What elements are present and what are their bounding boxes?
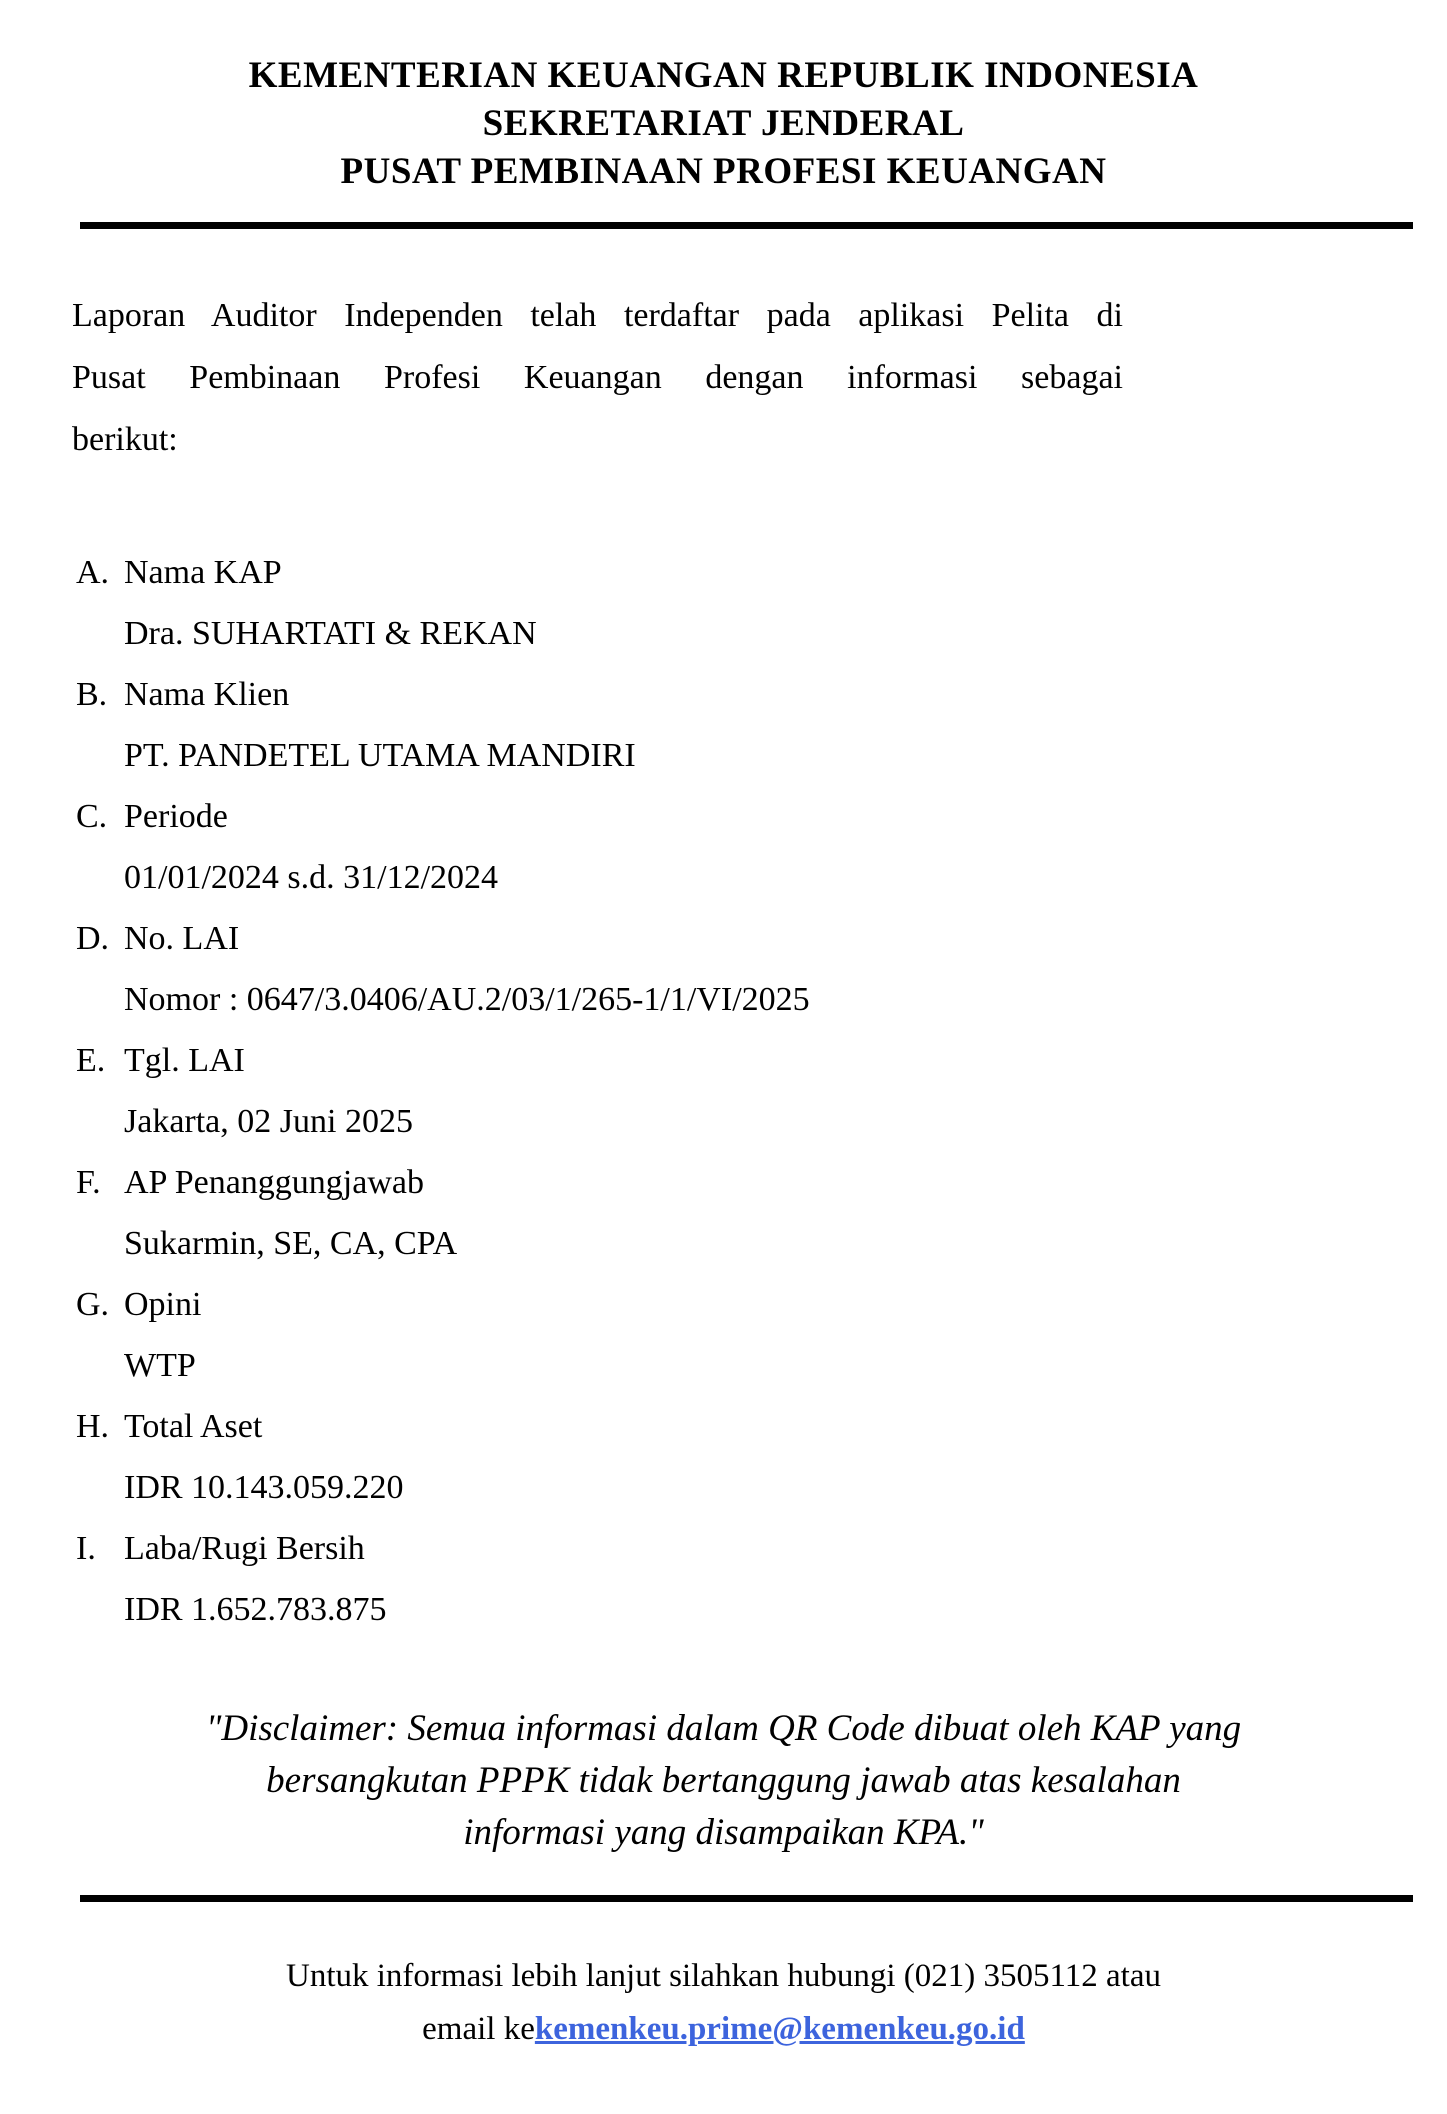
list-item-nama-kap (76, 542, 1447, 664)
item-value: IDR 1.652.783.875 (124, 1591, 387, 1628)
intro-line-3: berikut: (72, 421, 178, 458)
secretariat-name: SEKRETARIAT JENDERAL (482, 103, 965, 144)
item-label: Total Aset (124, 1408, 263, 1445)
item-letter: H. (76, 1408, 110, 1445)
header-divider-line (80, 222, 1413, 229)
item-label: AP Penanggungjawab (124, 1164, 424, 1201)
item-value: 01/01/2024 s.d. 31/12/2024 (124, 859, 499, 896)
item-letter: B. (76, 676, 108, 713)
item-letter: A. (76, 554, 110, 591)
disclaimer-text (0, 1703, 1447, 1859)
registration-detail-list (76, 542, 1447, 1640)
list-item-nama-klien (76, 664, 1447, 786)
list-item-tgl-lai (76, 1030, 1447, 1152)
item-value: Nomor : 0647/3.0406/AU.2/03/1/265-1/1/VI/2025 (124, 981, 810, 1018)
disclaimer-line-2: bersangkutan PPPK tidak bertanggung jawab atas kesalahan (266, 1760, 1181, 1801)
bureau-name: PUSAT PEMBINAAN PROFESI KEUANGAN (340, 151, 1107, 192)
intro-line-2: Pusat Pembinaan Profesi Keuangan dengan informasi sebagai (72, 359, 1123, 396)
item-letter: C. (76, 798, 108, 835)
item-letter: I. (76, 1530, 96, 1567)
item-letter: F. (76, 1164, 101, 1201)
item-letter: G. (76, 1286, 110, 1323)
item-label: Periode (124, 798, 228, 835)
item-value: Jakarta, 02 Juni 2025 (124, 1103, 413, 1140)
disclaimer-line-3: informasi yang disampaikan KPA." (463, 1812, 984, 1853)
disclaimer-line-1: "Disclaimer: Semua informasi dalam QR Code dibuat oleh KAP yang (205, 1708, 1242, 1749)
footer-divider-line (80, 1895, 1413, 1902)
item-value: PT. PANDETEL UTAMA MANDIRI (124, 737, 636, 774)
item-label: Laba/Rugi Bersih (124, 1530, 365, 1567)
list-item-ap-penanggungjawab (76, 1152, 1447, 1274)
email-link[interactable]: kemenkeu.prime@kemenkeu.go.id (534, 2011, 1025, 2047)
letterhead (0, 52, 1447, 196)
item-label: Tgl. LAI (124, 1042, 245, 1079)
footer-contact-line: Untuk informasi lebih lanjut silahkan hubungi (021) 3505112 atau (286, 1958, 1161, 1994)
footer (0, 1950, 1447, 2056)
intro-paragraph (72, 285, 1123, 471)
email-prefix: email ke (422, 2011, 535, 2047)
item-value: Sukarmin, SE, CA, CPA (124, 1225, 458, 1262)
footer-email-line (0, 2003, 1447, 2056)
list-item-no-lai (76, 908, 1447, 1030)
list-item-opini (76, 1274, 1447, 1396)
item-value: Dra. SUHARTATI & REKAN (124, 615, 537, 652)
item-value: IDR 10.143.059.220 (124, 1469, 404, 1506)
ministry-name: KEMENTERIAN KEUANGAN REPUBLIK INDONESIA (248, 55, 1199, 96)
item-letter: D. (76, 920, 110, 957)
item-label: No. LAI (124, 920, 240, 957)
item-letter: E. (76, 1042, 106, 1079)
item-label: Opini (124, 1286, 202, 1323)
item-label: Nama Klien (124, 676, 290, 713)
item-label: Nama KAP (124, 554, 282, 591)
list-item-laba-rugi-bersih (76, 1518, 1447, 1640)
list-item-periode (76, 786, 1447, 908)
intro-line-1: Laporan Auditor Independen telah terdaftar pada aplikasi Pelita di (72, 297, 1123, 334)
list-item-total-aset (76, 1396, 1447, 1518)
item-value: WTP (124, 1347, 196, 1384)
